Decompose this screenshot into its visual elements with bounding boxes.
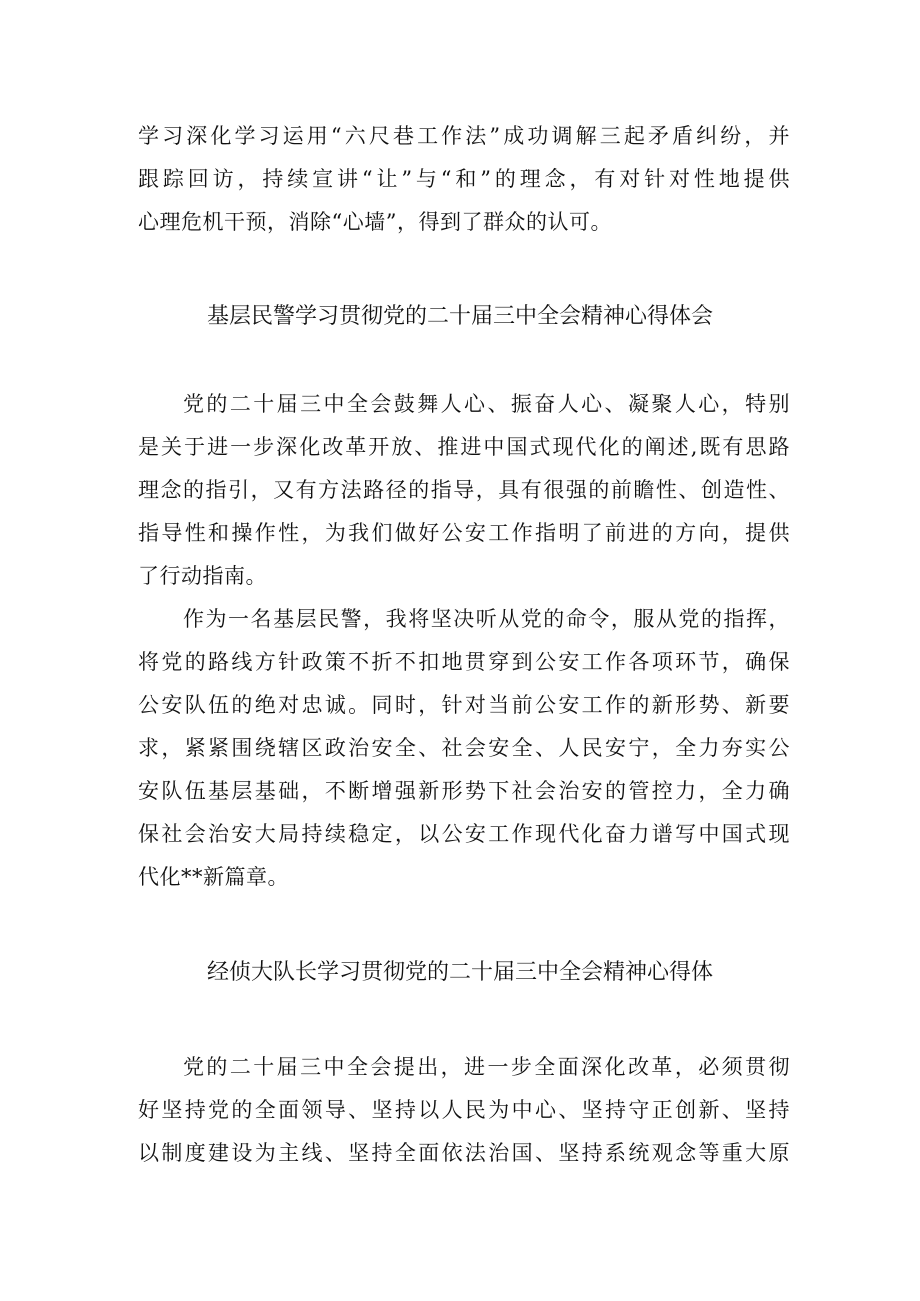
paragraph-line: 了行动指南。: [138, 564, 267, 588]
paragraph-line: 党的二十届三中全会提出，进一步全面深化改革，必须贯彻: [183, 1055, 790, 1079]
paragraph-line: 指导性和操作性，为我们做好公安工作指明了前进的方向，提供: [138, 521, 790, 545]
paragraph-line: 学习深化学习运用“六尺巷工作法”成功调解三起矛盾纠纷，并: [138, 124, 790, 148]
paragraph-line: 理念的指引，又有方法路径的指导，具有很强的前瞻性、创造性、: [138, 478, 790, 502]
paragraph-line: 求，紧紧围绕辖区政治安全、社会安全、人民安宁，全力夯实公: [138, 736, 790, 760]
paragraph-line: 安队伍基层基础，不断增强新形势下社会治安的管控力，全力确: [138, 779, 790, 803]
section1-paragraph-2: [138, 598, 790, 899]
paragraph-line: 是关于进一步深化改革开放、推进中国式现代化的阐述,既有思路: [138, 435, 790, 459]
paragraph-line: 以制度建设为主线、坚持全面依法治国、坚持系统观念等重大原: [138, 1141, 790, 1165]
paragraph-line: 公安队伍的绝对忠诚。同时，针对当前公安工作的新形势、新要: [138, 693, 790, 717]
paragraph-line: 代化**新篇章。: [138, 865, 289, 889]
paragraph-line: 跟踪回访，持续宣讲“让”与“和”的理念，有对针对性地提供: [138, 167, 790, 191]
paragraph-line: 作为一名基层民警，我将坚决听从党的命令，服从党的指挥，: [183, 607, 790, 631]
section1-paragraph-1: [138, 383, 790, 598]
section-heading: 基层民警学习贯彻党的二十届三中全会精神心得体会: [206, 304, 713, 329]
paragraph-line: 保社会治安大局持续稳定，以公安工作现代化奋力谱写中国式现: [138, 822, 790, 846]
continuation-paragraph: [138, 115, 790, 244]
paragraph-line: 将党的路线方针政策不折不扣地贯穿到公安工作各项环节，确保: [138, 650, 790, 674]
section-heading: 经侦大队长学习贯彻党的二十届三中全会精神心得体: [206, 960, 713, 985]
paragraph-line: 心理危机干预，消除“心墙”，得到了群众的认可。: [138, 210, 612, 234]
paragraph-line: 好坚持党的全面领导、坚持以人民为中心、坚持守正创新、坚持: [138, 1098, 790, 1122]
paragraph-line: 党的二十届三中全会鼓舞人心、振奋人心、凝聚人心，特别: [183, 392, 790, 416]
section2-paragraph-1: [138, 1046, 790, 1175]
